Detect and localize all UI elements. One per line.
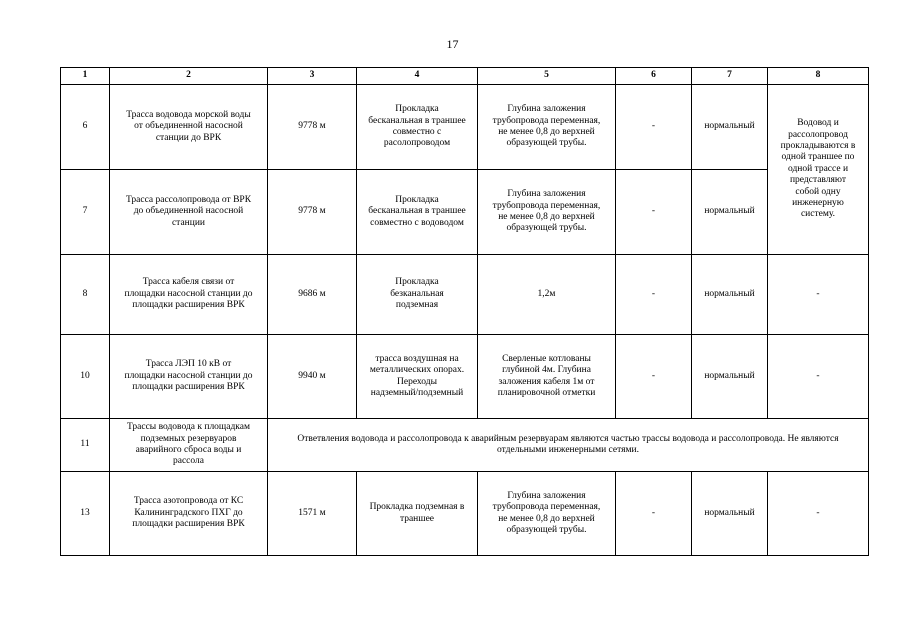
laying-depth: 1,2м bbox=[478, 255, 616, 335]
row-number: 11 bbox=[61, 419, 110, 472]
table-header-row bbox=[61, 68, 869, 85]
route-name: Трассы водовода к площадкам подземных резервуаров аварийного сброса воды и рассола bbox=[110, 419, 268, 472]
header-cell: 7 bbox=[692, 68, 768, 85]
route-note: - bbox=[768, 472, 869, 556]
operation-mode: нормальный bbox=[692, 255, 768, 335]
row-number: 8 bbox=[61, 255, 110, 335]
laying-method: трасса воздушная на металлических опорах. Переходы надземный/подземный bbox=[357, 335, 478, 419]
route-name: Трасса азотопровода от КС Калининградского ПХГ до площадки расширения ВРК bbox=[110, 472, 268, 556]
row-number: 6 bbox=[61, 85, 110, 170]
routes-table bbox=[60, 67, 869, 556]
laying-method: Прокладка бесканальная в траншее совместно с водоводом bbox=[357, 170, 478, 255]
route-note: - bbox=[768, 255, 869, 335]
laying-depth: Сверленые котлованы глубиной 4м. Глубина заложения кабеля 1м от планировочной отметки bbox=[478, 335, 616, 419]
route-length: 9940 м bbox=[268, 335, 357, 419]
laying-method: Прокладка подземная в траншее bbox=[357, 472, 478, 556]
route-length: 9778 м bbox=[268, 170, 357, 255]
row-number: 7 bbox=[61, 170, 110, 255]
route-note: Водовод и рассолопровод прокладываются в одной траншее по одной трассе и представляют собой одну инженерную систему. bbox=[768, 85, 869, 255]
laying-depth: Глубина заложения трубопровода переменная, не менее 0,8 до верхней образующей трубы. bbox=[478, 472, 616, 556]
laying-method: Прокладка безканальная подземная bbox=[357, 255, 478, 335]
column-6-value: - bbox=[616, 472, 692, 556]
header-cell: 3 bbox=[268, 68, 357, 85]
route-name: Трасса ЛЭП 10 кВ от площадки насосной станции до площадки расширения ВРК bbox=[110, 335, 268, 419]
table-row bbox=[61, 335, 869, 419]
laying-depth: Глубина заложения трубопровода переменная, не менее 0,8 до верхней образующей трубы. bbox=[478, 170, 616, 255]
header-cell: 2 bbox=[110, 68, 268, 85]
header-cell: 8 bbox=[768, 68, 869, 85]
route-name: Трасса водовода морской воды от объединенной насосной станции до ВРК bbox=[110, 85, 268, 170]
route-name: Трасса кабеля связи от площадки насосной станции до площадки расширения ВРК bbox=[110, 255, 268, 335]
column-6-value: - bbox=[616, 255, 692, 335]
row-number: 10 bbox=[61, 335, 110, 419]
page-number: 17 bbox=[446, 37, 459, 51]
column-6-value: - bbox=[616, 170, 692, 255]
column-6-value: - bbox=[616, 85, 692, 170]
operation-mode: нормальный bbox=[692, 170, 768, 255]
route-length: 9778 м bbox=[268, 85, 357, 170]
route-name: Трасса рассолопровода от ВРК до объединенной насосной станции bbox=[110, 170, 268, 255]
header-cell: 1 bbox=[61, 68, 110, 85]
row-number: 13 bbox=[61, 472, 110, 556]
operation-mode: нормальный bbox=[692, 335, 768, 419]
table-row bbox=[61, 472, 869, 556]
merged-note: Ответвления водовода и рассолопровода к аварийным резервуарам являются частью трассы водовода и рассолопровода. Не являются отдельными инженерными сетями. bbox=[268, 419, 869, 472]
laying-method: Прокладка бесканальная в траншее совместно с расолопроводом bbox=[357, 85, 478, 170]
operation-mode: нормальный bbox=[692, 85, 768, 170]
table-row bbox=[61, 419, 869, 472]
table-row bbox=[61, 170, 869, 255]
route-note: - bbox=[768, 335, 869, 419]
header-cell: 4 bbox=[357, 68, 478, 85]
laying-depth: Глубина заложения трубопровода переменная, не менее 0,8 до верхней образующей трубы. bbox=[478, 85, 616, 170]
header-cell: 6 bbox=[616, 68, 692, 85]
table-row bbox=[61, 85, 869, 170]
column-6-value: - bbox=[616, 335, 692, 419]
table-row bbox=[61, 255, 869, 335]
route-length: 1571 м bbox=[268, 472, 357, 556]
header-cell: 5 bbox=[478, 68, 616, 85]
route-length: 9686 м bbox=[268, 255, 357, 335]
operation-mode: нормальный bbox=[692, 472, 768, 556]
